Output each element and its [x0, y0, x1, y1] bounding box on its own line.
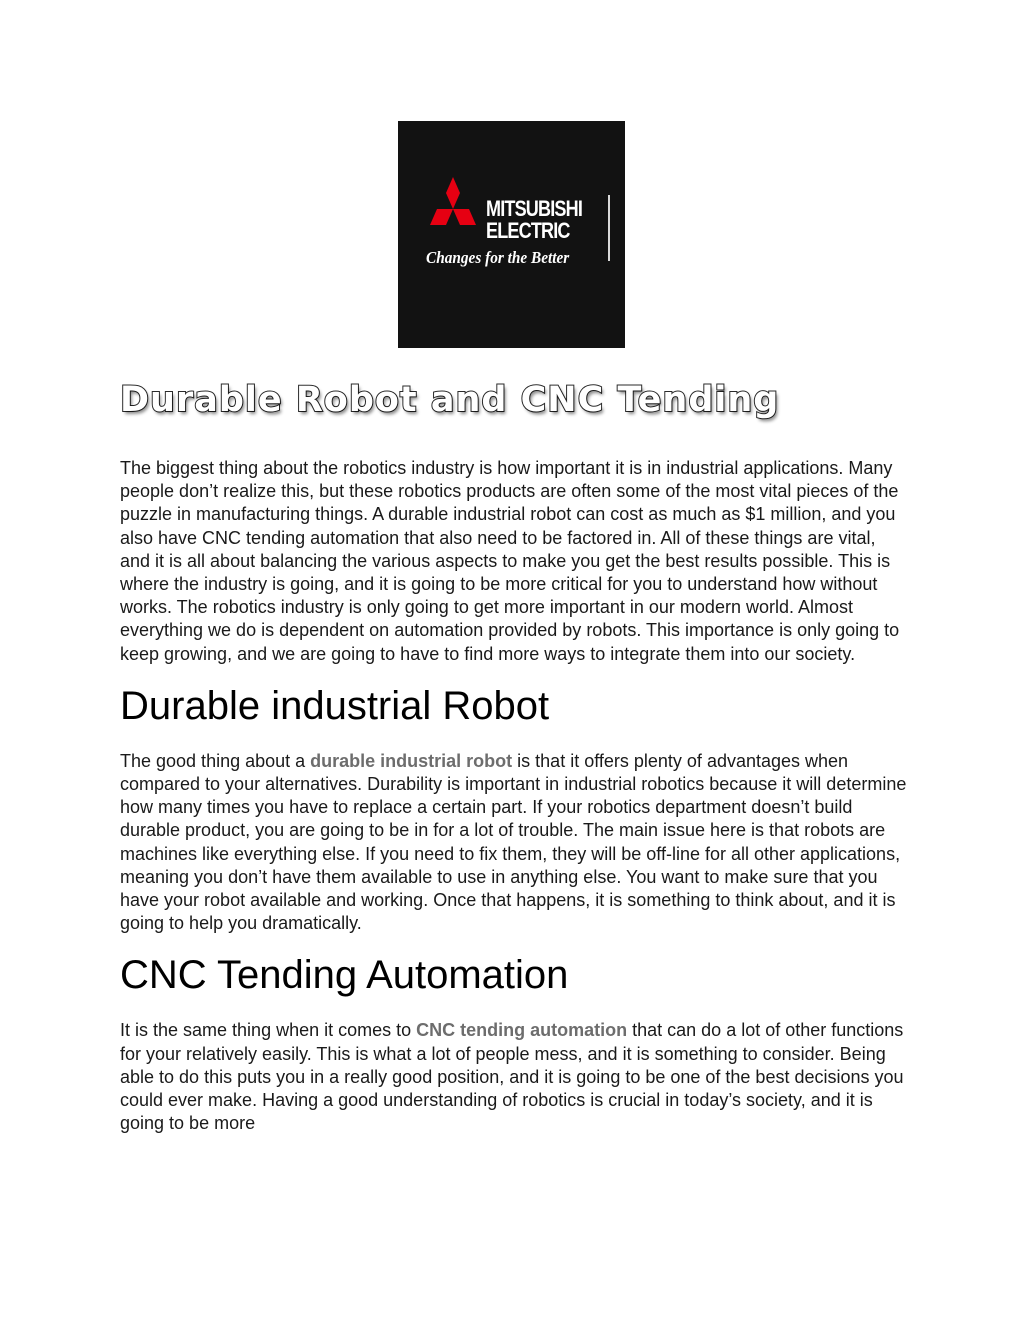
section-heading-durable-robot: Durable industrial Robot — [120, 683, 550, 728]
logo-tagline: Changes for the Better — [426, 248, 570, 267]
cnc-tending-automation-link[interactable]: CNC tending automation — [416, 1020, 628, 1041]
cnc-tending-paragraph — [120, 1019, 910, 1135]
company-logo — [398, 121, 625, 348]
intro-paragraph: The biggest thing about the robotics industry is how important it is in industrial applications. Many people don’t realize this, but these robotics products are often some of the most vital pieces of the puzzle in manufacturing things. A durable industrial robot can cost as much as $1 million, and you also have CNC tending automation that also need to be factored in. All of these things are vital, and it is all about balancing the various aspects to make you get the best results possible. This is where the industry is going, and it is going to be more critical for you to understand how without works. The robotics industry is only going to get more important in our modern world. Almost everything we do is dependent on automation provided by robots. This importance is only going to keep growing, and we are going to have to find more ways to integrate them into our society. — [120, 458, 900, 664]
section-heading-cnc-tending: CNC Tending Automation — [120, 953, 569, 998]
paragraph-text-rest: that can do a lot of other functions for your relatively easily. This is what a lot of people mess, and it is something to consider. Being able to do this puts you in a really good position, and it is going to be one of the best decisions you could ever make. Having a good understanding of robotics is crucial in today’s society, and it is going to be more — [120, 1020, 904, 1134]
logo-wordmark-line2: ELECTRIC — [486, 218, 570, 243]
logo-divider — [608, 195, 610, 261]
article-body — [120, 457, 910, 1135]
paragraph-text-start: The good thing about a — [120, 750, 311, 771]
durable-industrial-robot-link[interactable]: durable industrial robot — [310, 750, 513, 771]
durable-robot-paragraph — [120, 750, 910, 936]
paragraph-text-start: It is the same thing when it comes to — [120, 1020, 417, 1041]
banner-title: Durable Robot and CNC Tending — [120, 380, 780, 420]
three-diamonds-icon — [424, 177, 482, 241]
paragraph-text-rest: is that it offers plenty of advantages when compared to your alternatives. Durability is important in industrial robotics because it will determine how many times you have to replace a certain part. If your robotics department doesn’t build durable product, you are going to be in for a lot of trouble. The main issue here is that robots are machines like everything else. If you need to fix them, they will be off-line for all other applications, meaning you don’t have them available to use in anything else. You want to make sure that you have your robot available and working. Once that happens, it is something to think about, and it is going to help you dramatically. — [120, 750, 907, 934]
logo-wordmark-line1: MITSUBISHI — [486, 196, 583, 221]
